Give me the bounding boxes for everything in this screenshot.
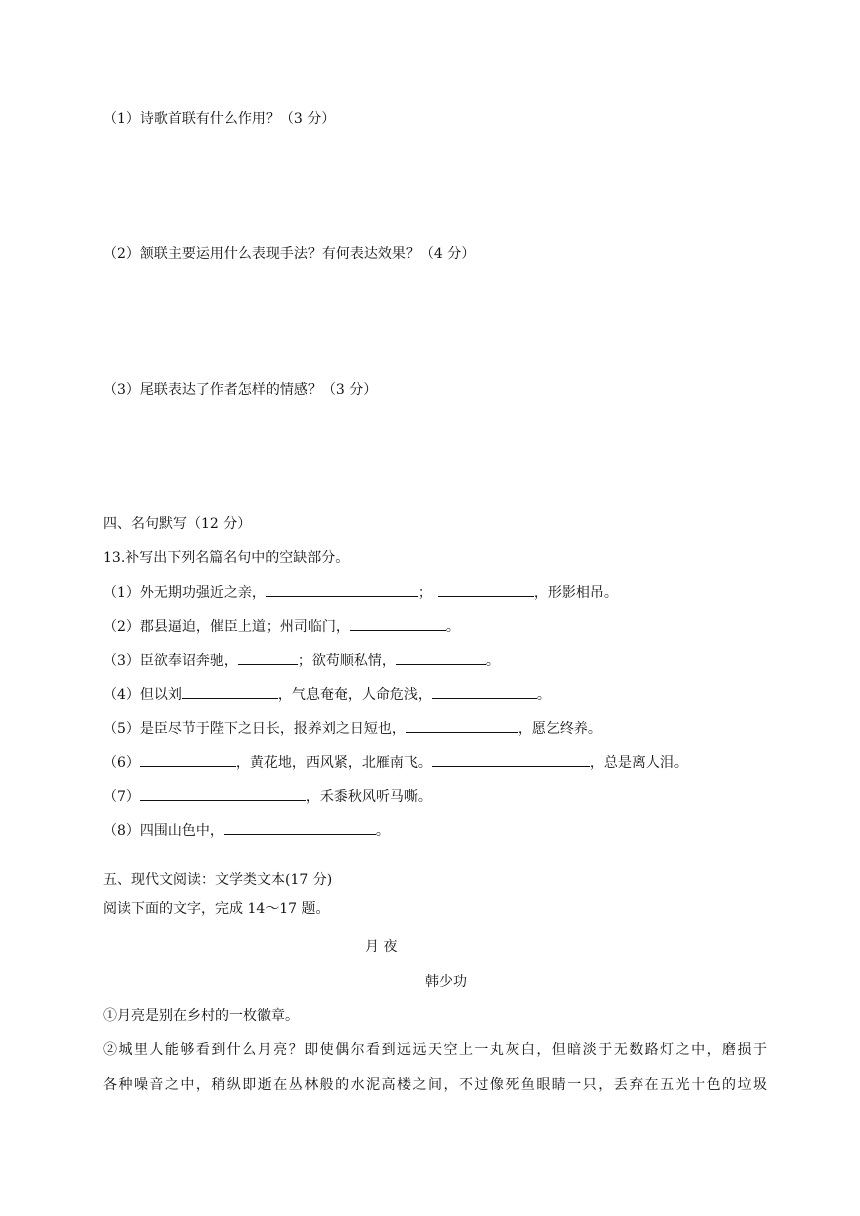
fill-item-text: 。 <box>485 653 500 669</box>
fill-item-text: （8）四围山色中， <box>103 823 224 839</box>
answer-blank[interactable] <box>140 786 306 801</box>
fill-item-text: （1）外无期功强近之亲， <box>103 585 266 601</box>
article-title: 月 夜 <box>365 939 398 955</box>
article-paragraph-2 <box>103 1040 767 1095</box>
fill-item-text: 。 <box>536 687 551 703</box>
fill-item-text: （5）是臣尽节于陛下之日长，报养刘之日短也， <box>103 721 406 737</box>
answer-blank[interactable] <box>266 582 418 597</box>
question-2: （2）颔联主要运用什么表现手法？有何表达效果？（4 分） <box>103 246 476 262</box>
answer-blank[interactable] <box>432 684 537 699</box>
fill-item-text: ；欲苟顺私情， <box>297 653 396 669</box>
fill-item-text: ，总是离人泪。 <box>589 755 688 771</box>
fill-item-text: （2）郡县逼迫，催臣上道；州司临门， <box>103 619 350 635</box>
fill-item-text: ，黄花地，西风紧，北雁南飞。 <box>235 755 432 771</box>
fill-item-3 <box>103 650 500 671</box>
fill-item-text: （3）臣欲奉诏奔驰， <box>103 653 238 669</box>
fill-item-2 <box>103 616 460 637</box>
fill-item-8 <box>103 820 390 841</box>
fill-item-7 <box>103 786 432 807</box>
section-4-heading: 四、名句默写（12 分） <box>103 516 252 532</box>
fill-item-text: 。 <box>445 619 460 635</box>
section-4-instruction: 13.补写出下列名篇名句中的空缺部分。 <box>103 550 350 566</box>
article-author: 韩少功 <box>425 974 467 990</box>
fill-item-4 <box>103 684 551 705</box>
section-5-heading: 五、现代文阅读：文学类文本(17 分) <box>103 872 333 888</box>
section-5-instruction: 阅读下面的文字，完成 14～17 题。 <box>103 901 330 917</box>
answer-blank[interactable] <box>432 752 590 767</box>
fill-item-text: （7） <box>103 789 140 805</box>
paragraph-line: ②城里人能够看到什么月亮？即使偶尔看到远远天空上一丸灰白，但暗淡于无数路灯之中，磨损于 <box>103 1042 767 1058</box>
fill-item-5 <box>103 718 602 739</box>
fill-item-text: ，禾黍秋风听马嘶。 <box>305 789 432 805</box>
answer-blank[interactable] <box>438 582 534 597</box>
answer-blank[interactable] <box>238 650 298 665</box>
fill-item-text: （6） <box>103 755 140 771</box>
answer-blank[interactable] <box>396 650 486 665</box>
answer-blank[interactable] <box>140 752 236 767</box>
fill-item-text: ，形影相吊。 <box>533 585 618 601</box>
question-1: （1）诗歌首联有什么作用？（3 分） <box>103 111 336 127</box>
fill-item-text: ，气息奄奄，人命危浅， <box>277 687 432 703</box>
fill-item-1 <box>103 582 618 603</box>
answer-blank[interactable] <box>182 684 278 699</box>
paragraph-line: 各种噪音之中，稍纵即逝在丛林般的水泥高楼之间，不过像死鱼眼睛一只，丢弃在五光十色的垃圾 <box>103 1077 767 1093</box>
fill-item-text: ； <box>417 585 432 601</box>
fill-item-text: （4）但以刘 <box>103 687 182 703</box>
question-3: （3）尾联表达了作者怎样的情感？（3 分） <box>103 382 378 398</box>
article-paragraph-1: ①月亮是别在乡村的一枚徽章。 <box>103 1008 299 1024</box>
fill-item-text: 。 <box>375 823 390 839</box>
answer-blank[interactable] <box>350 616 446 631</box>
answer-blank[interactable] <box>406 718 518 733</box>
fill-item-text: ，愿乞终养。 <box>517 721 602 737</box>
fill-item-6 <box>103 752 688 773</box>
answer-blank[interactable] <box>224 820 376 835</box>
